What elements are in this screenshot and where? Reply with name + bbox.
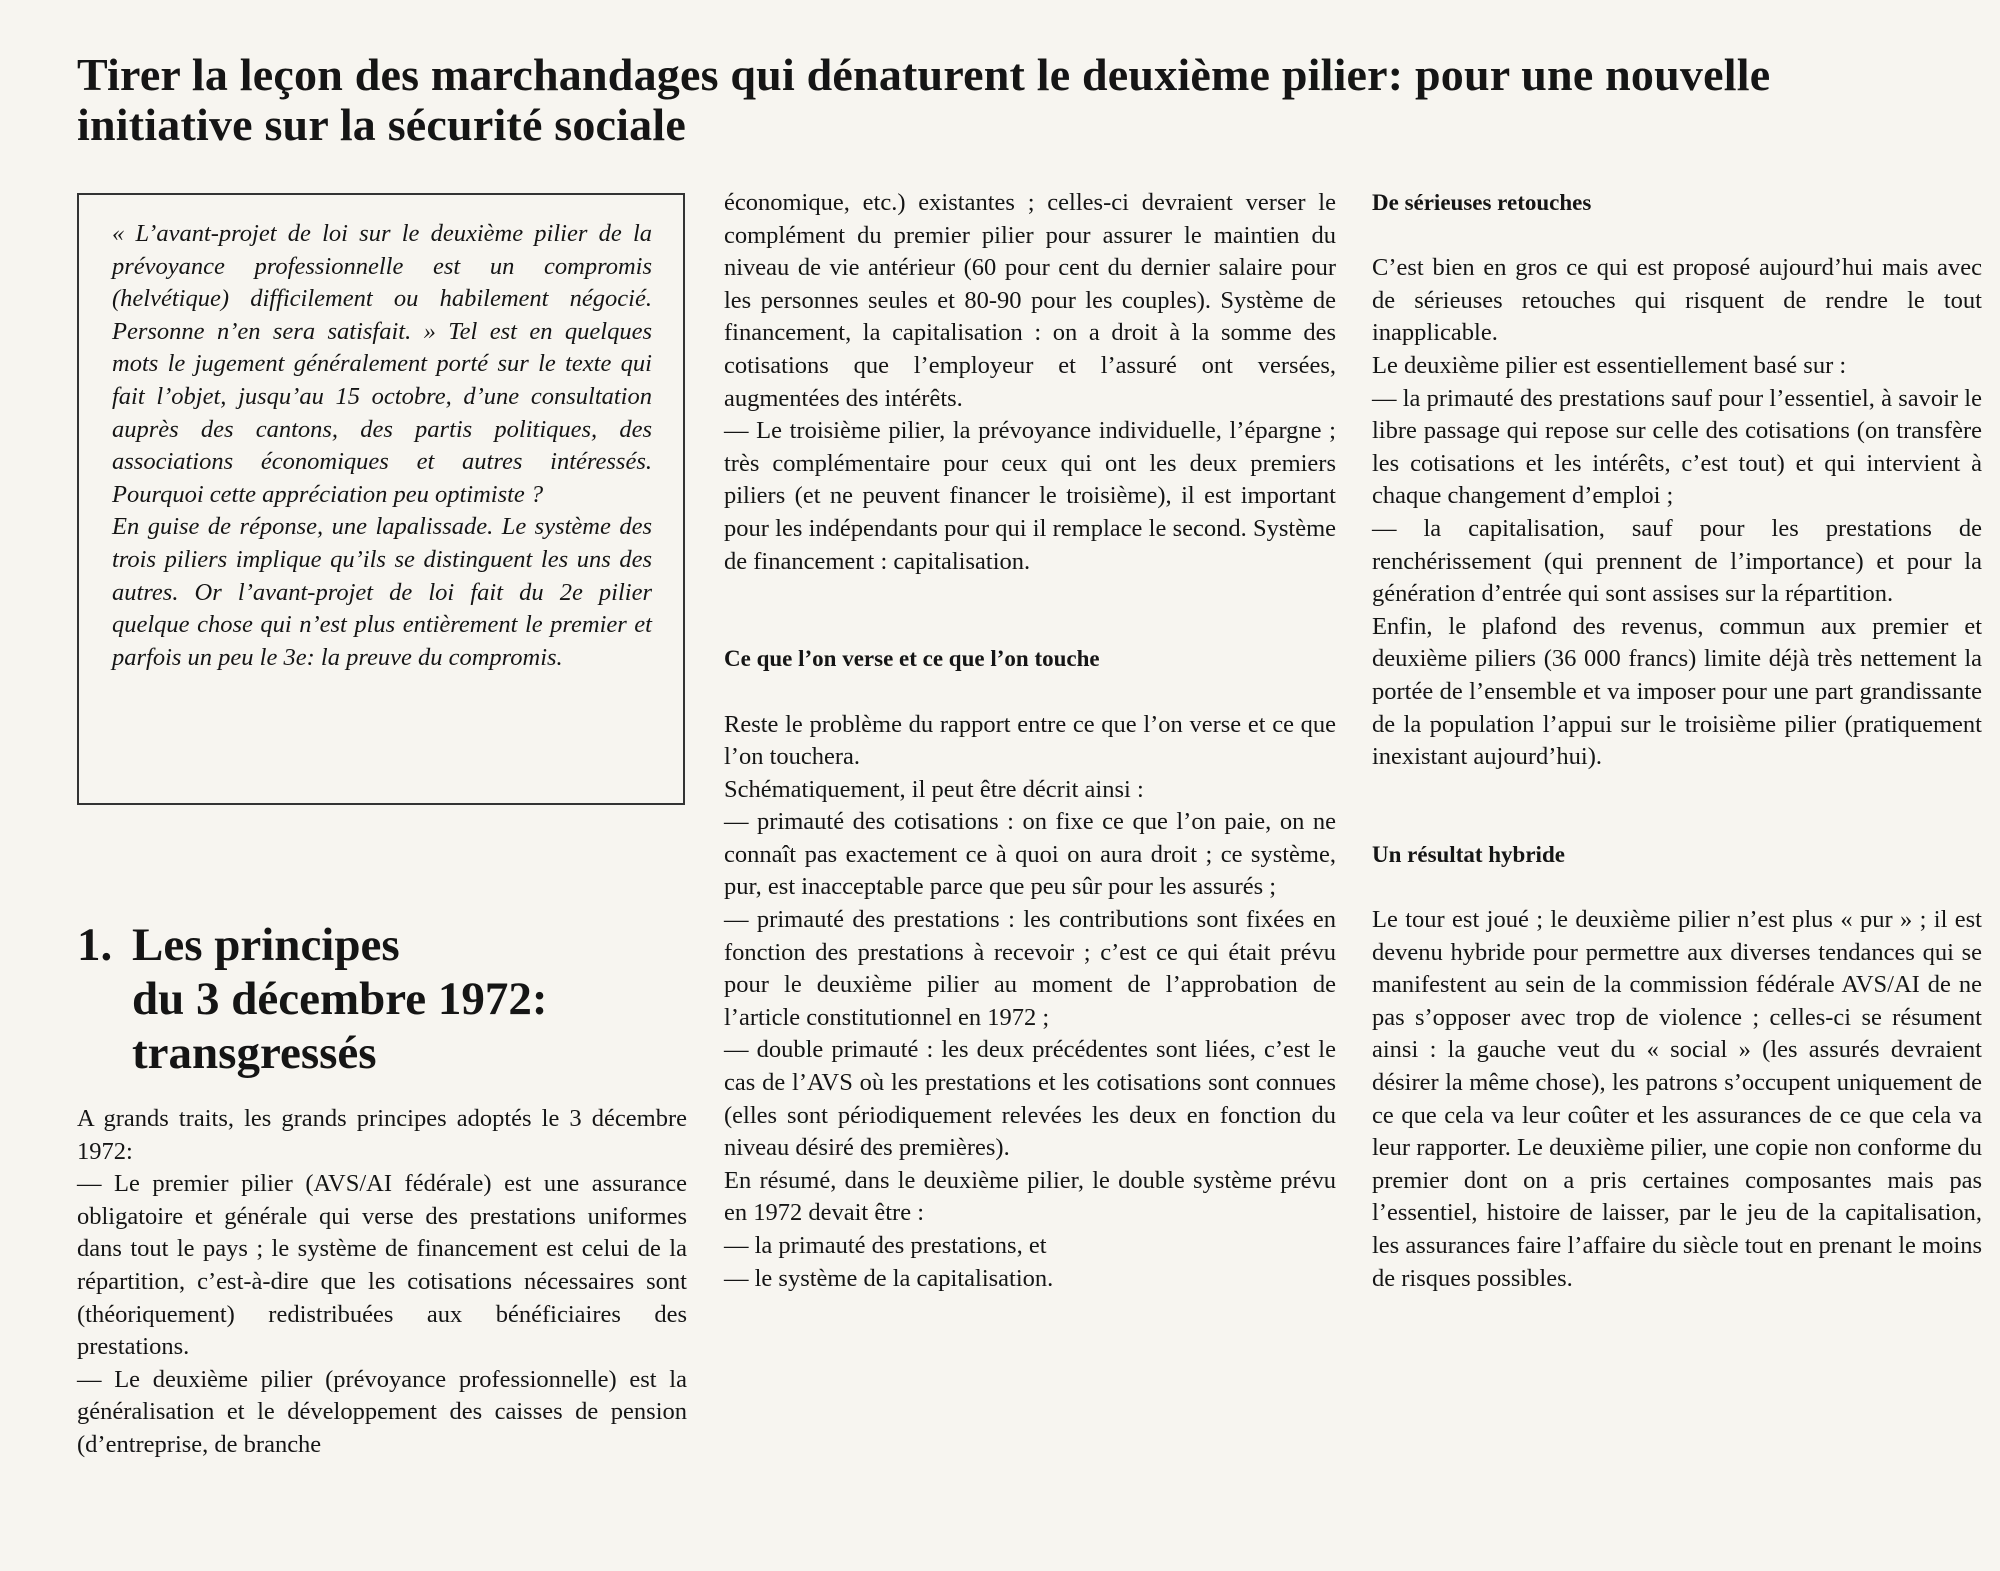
quote-paragraph: « L’avant-projet de loi sur le deuxième pilier de la prévoyance professionnelle est un compromis (helvétique) difficilement ou habilement négocié. Personne n’en sera satisfait. » Tel est en quelques mots le jugement généralement porté sur le texte qui fait l’objet, jusqu’au 15 octobre, d’une consultation auprès des cantons, des partis politiques, des associations économiques et autres intéressés. Pourquoi cette appréciation peu optimiste ? <box>112 220 652 508</box>
body-paragraph: — primauté des prestations : les contributions sont fixées en fonction des prestations à recevoir ; c’est ce qui était prévu pour le deuxième pilier au moment de l’approbation de l’article constitutionnel en 1972 ; <box>724 906 1336 1031</box>
body-paragraph: — Le premier pilier (AVS/AI fédérale) est une assurance obligatoire et générale qui verse des prestations uniformes dans tout le pays ; le système de financement est celui de la répartition, c’est-à-dire que les cotisations nécessaires sont (théoriquement) redistribuées aux bénéficiaires des prestations. <box>77 1170 687 1361</box>
body-paragraph: — la primauté des prestations sauf pour l’essentiel, à savoir le libre passage qui repose sur celle des cotisations (on transfère les cotisations et les intérêts, c’est tout) et qui intervient à chaque changement d’emploi ; <box>1372 384 1982 510</box>
section-heading-line: transgressés <box>132 1027 377 1079</box>
body-paragraph: — la capitalisation, sauf pour les prestations de renchérissement (qui prennent de l’importance) et pour la génération d’entrée qui sont assises sur la répartition. <box>1372 514 1982 608</box>
body-paragraph: — Le troisième pilier, la prévoyance individuelle, l’épargne ; très complémentaire pour ceux qui ont les deux premiers piliers (et ne peuvent financer le troisième), il est important pour les indépendants pour qui il remplace le second. Système de financement : capitalisation. <box>724 417 1336 575</box>
column-2 <box>724 187 1336 1295</box>
quote-paragraph: En guise de réponse, une lapalissade. Le système des trois piliers implique qu’ils se distinguent les uns des autres. Or l’avant-projet de loi fait du 2e pilier quelque chose qui n’est plus entièrement le premier et parfois un peu le 3e: la preuve du compromis. <box>112 513 652 671</box>
body-paragraph: — primauté des cotisations : on fixe ce que l’on paie, on ne connaît pas exactement ce à quoi on aura droit ; ce système, pur, est inacceptable parce que peu sûr pour les assurés ; <box>724 808 1336 901</box>
article-title: Tirer la leçon des marchandages qui dénaturent le deuxième pilier: pour une nouvelle initiative sur la sécurité sociale <box>77 49 1771 150</box>
section-number: 1. <box>77 919 113 971</box>
body-paragraph: Reste le problème du rapport entre ce que l’on verse et ce que l’on touchera. <box>724 710 1336 771</box>
body-paragraph: — double primauté : les deux précédentes sont liées, c’est le cas de l’AVS où les prestations et les cotisations sont connues (elles sont périodiquement relevées les deux en fonction du niveau désiré des premières). <box>724 1036 1336 1162</box>
column-3 <box>1372 187 1982 1295</box>
quote-text <box>112 218 652 674</box>
column-1-body <box>77 1103 687 1462</box>
subheading: De sérieuses retouches <box>1372 190 1592 215</box>
section-heading <box>77 918 677 1080</box>
body-paragraph: Le tour est joué ; le deuxième pilier n’est plus « pur » ; il est devenu hybride pour permettre aux diverses tendances qui se manifestent au sein de la commission fédérale AVS/AI de ne pas s’opposer avec trop de violence ; celles-ci se résument ainsi : la gauche veut du « social » (les assurés devraient désirer la même chose), les patrons s’occupent uniquement de ce que cela va leur coûter et les assurances de ce que cela va leur rapporter. Le deuxième pilier, une copie non conforme du premier dont on a pris certaines composantes mais pas l’essentiel, histoire de laisser, par le jeu de la capitalisation, les assurances faire l’affaire du siècle tout en prenant le moins de risques possibles. <box>1372 906 1982 1292</box>
body-paragraph: Schématiquement, il peut être décrit ainsi : <box>724 775 1144 803</box>
body-paragraph: Enfin, le plafond des revenus, commun aux premier et deuxième piliers (36 000 francs) limite déjà très nettement la portée de l’ensemble et va imposer pour une part grandissante de la population l’appui sur le troisième pilier (pratiquement inexistant aujourd’hui). <box>1372 612 1982 771</box>
subheading: Ce que l’on verse et ce que l’on touche <box>724 646 1100 672</box>
body-paragraph: Le deuxième pilier est essentiellement basé sur : <box>1372 351 1847 379</box>
body-paragraph: — le système de la capitalisation. <box>724 1264 1054 1292</box>
body-paragraph: — Le deuxième pilier (prévoyance professionnelle) est la généralisation et le développement des caisses de pension (d’entreprise, de branche <box>77 1365 687 1458</box>
body-paragraph: En résumé, dans le deuxième pilier, le double système prévu en 1972 devait être : <box>724 1166 1336 1227</box>
section-heading-line: Les principes <box>132 919 400 971</box>
subheading: Un résultat hybride <box>1372 841 1565 867</box>
body-paragraph: économique, etc.) existantes ; celles-ci devraient verser le complément du premier pilier pour assurer le maintien du niveau de vie antérieur (60 pour cent du dernier salaire pour les personnes seules et 80-90 pour les couples). Système de financement, la capitalisation : on a droit à la somme des cotisations que l’employeur et l’assuré ont versées, augmentées des intérêts. <box>724 189 1336 412</box>
body-paragraph: C’est bien en gros ce qui est proposé aujourd’hui mais avec de sérieuses retouches qui risquent de rendre le tout inapplicable. <box>1372 254 1982 347</box>
section-heading-line: du 3 décembre 1972: <box>132 973 548 1025</box>
body-paragraph: A grands traits, les grands principes adoptés le 3 décembre 1972: <box>77 1105 687 1165</box>
body-paragraph: — la primauté des prestations, et <box>724 1232 1047 1259</box>
